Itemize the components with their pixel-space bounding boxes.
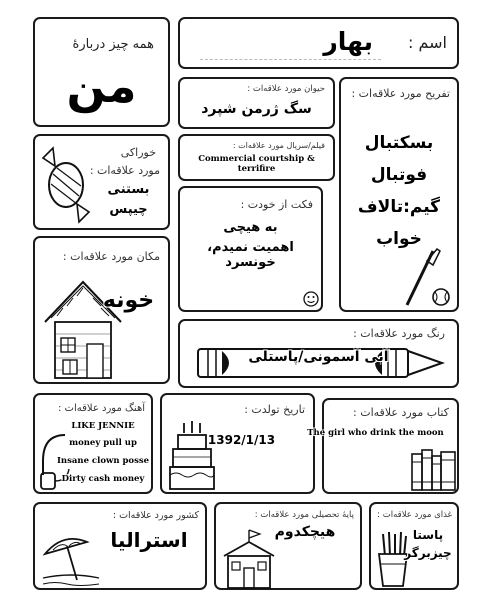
country-box — [33, 502, 207, 590]
fact-line-2: اهمیت نمیدم، خونسرد — [207, 240, 294, 270]
name-underline — [200, 59, 381, 60]
animal-box — [178, 77, 335, 129]
hobby-value-2: فوتبال — [370, 165, 428, 185]
food-value-1: پاستا — [412, 528, 444, 542]
title-line2: من — [66, 59, 137, 113]
film-box — [178, 134, 335, 181]
song-value-4: Dirty cash money — [61, 474, 145, 484]
film-label: فیلم/سریال مورد علاقه‌ات : — [232, 141, 325, 150]
film-value: Commercial courtship & terrifire — [198, 154, 315, 174]
grade-value: هیچکدوم — [274, 524, 336, 540]
color-value: آبی آسمونی/پاستلی — [248, 349, 389, 365]
grade-label: پایهٔ تحصیلی مورد علاقه‌ات : — [254, 510, 354, 520]
name-box — [178, 17, 459, 69]
book-value: The girl who drink the moon — [307, 428, 444, 438]
candy-icon — [39, 142, 91, 226]
song-value-3: Insane clown posse — [56, 456, 150, 466]
country-value: استرالیا — [110, 528, 188, 552]
book-label: کتاب مورد علاقه‌ات : — [353, 406, 449, 419]
song-label: آهنگ مورد علاقه‌ات : — [58, 403, 145, 414]
cake-icon — [168, 419, 216, 493]
country-label: کشور مورد علاقه‌ات : — [112, 510, 199, 521]
song-value-1: LIKE JENNIE — [71, 421, 135, 431]
fact-line-1: به هیچی — [223, 220, 278, 235]
animal-label: حیوان مورد علاقه‌ات : — [247, 84, 325, 94]
color-label: رنگ مورد علاقه‌ات : — [353, 327, 445, 340]
title-box — [33, 17, 170, 127]
snack-label1: خوراکی — [120, 146, 156, 159]
hobby-value-3: گیم:تالاف — [357, 197, 441, 217]
title-line1: همه چیز دربارهٔ — [72, 37, 154, 52]
song-value-2: money pull up — [69, 438, 137, 448]
hobby-value-4: خواب — [376, 229, 422, 249]
hobby-box — [339, 77, 459, 312]
birthday-value: 1392/1/13 — [207, 433, 276, 447]
books-icon — [410, 444, 458, 492]
place-label: مکان مورد علاقه‌ات : — [62, 250, 160, 263]
grade-box — [214, 502, 362, 590]
fact-label: فکت از خودت : — [240, 198, 313, 211]
color-box — [178, 319, 459, 388]
snack-value-2: چیپس — [109, 202, 148, 217]
fact-box — [178, 186, 323, 312]
name-label: اسم : — [408, 33, 447, 52]
hobby-label: تفریح مورد علاقه‌ات : — [351, 87, 450, 100]
name-value: بهار — [323, 27, 373, 56]
bat-and-ball-icon — [393, 247, 455, 309]
animal-value: سگ ژرمن شپرد — [201, 101, 312, 117]
birthday-box — [160, 393, 315, 494]
song-box — [33, 393, 153, 494]
beach-umbrella-icon — [41, 532, 101, 588]
place-value: خونه — [102, 288, 155, 313]
birthday-label: تاریخ تولدت : — [244, 403, 305, 416]
smiley-icon — [302, 290, 320, 308]
snack-label2: مورد علاقه‌ات : — [89, 164, 160, 177]
food-box — [369, 502, 459, 590]
hobby-value-1: بسکتبال — [364, 133, 434, 153]
place-box — [33, 236, 170, 384]
snack-value-1: بستنی — [107, 182, 150, 197]
snack-box — [33, 134, 170, 230]
food-value-2: چیزبرگر — [404, 546, 452, 560]
book-box — [307, 398, 459, 494]
food-label: غذای مورد علاقه‌ات : — [377, 510, 452, 520]
